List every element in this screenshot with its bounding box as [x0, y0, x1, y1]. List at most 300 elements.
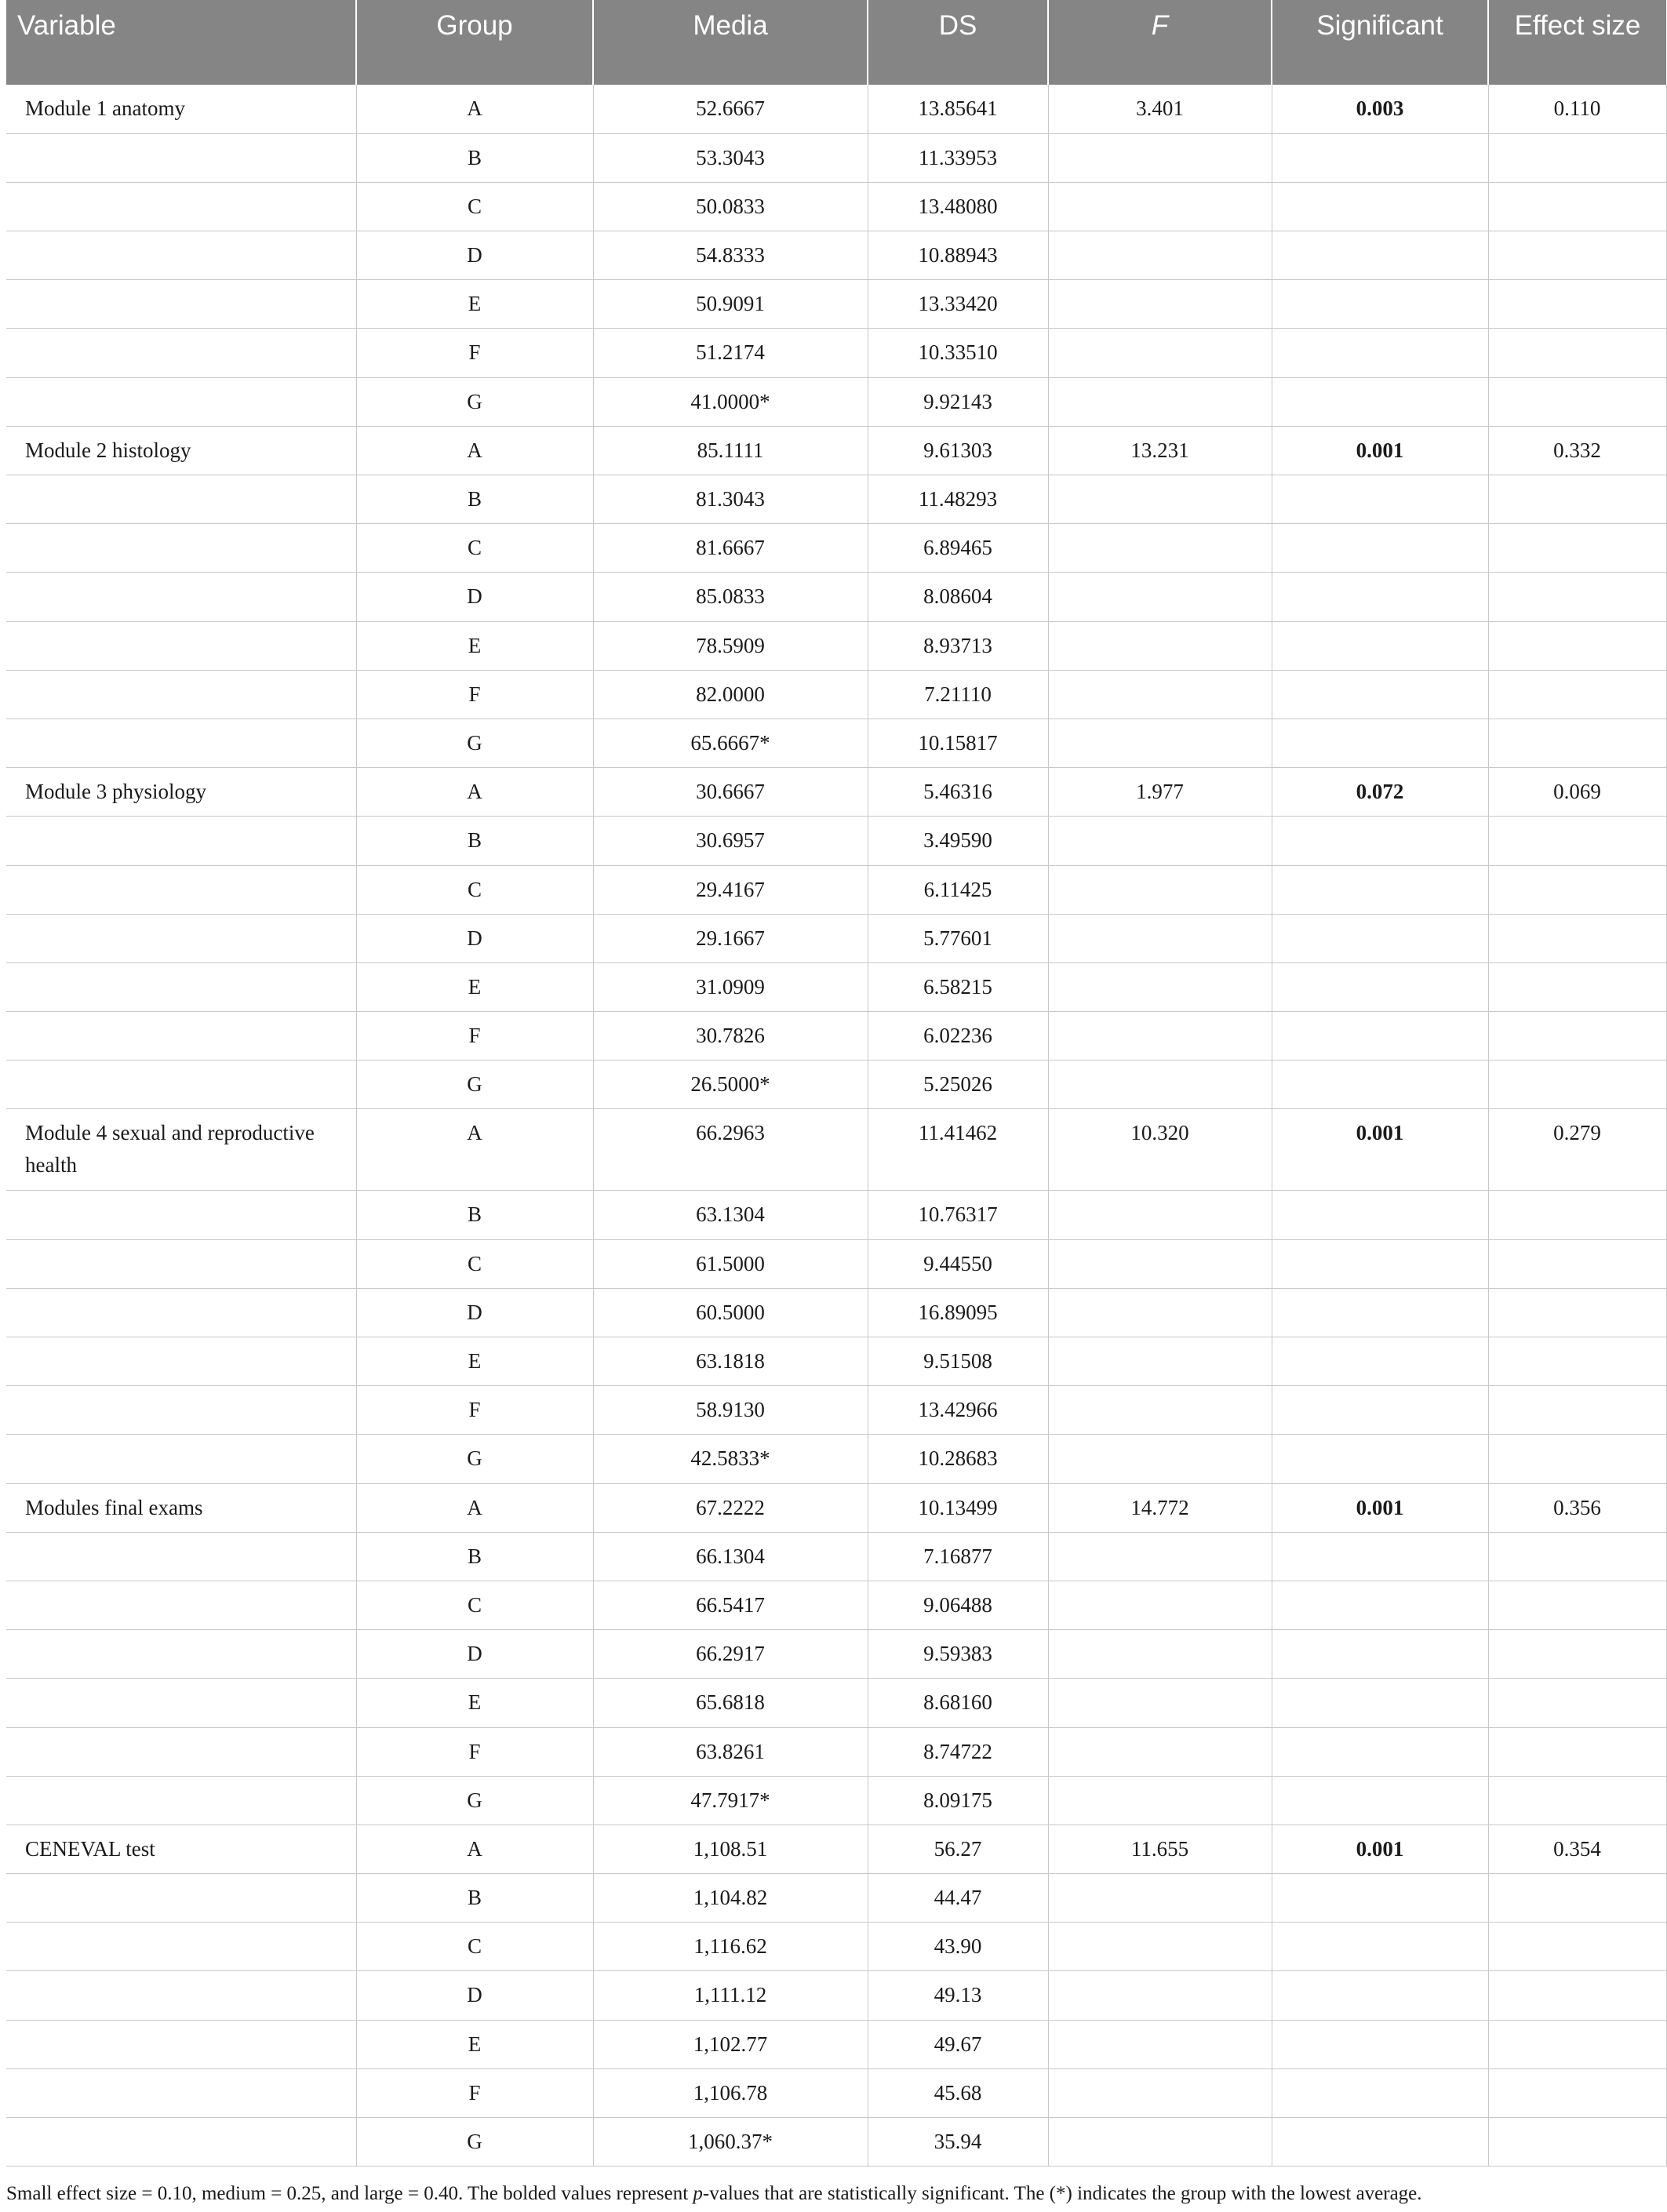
cell-ds: 9.51508 — [868, 1337, 1048, 1386]
header-group: Group — [356, 0, 593, 85]
cell-effect-size — [1488, 1874, 1666, 1923]
cell-significant — [1272, 1191, 1488, 1239]
cell-f — [1048, 1012, 1272, 1061]
table-row — [6, 1727, 1666, 1776]
cell-media: 52.6667 — [593, 85, 868, 133]
cell-variable — [6, 1386, 356, 1435]
table-row — [6, 182, 1666, 231]
cell-significant — [1272, 1776, 1488, 1825]
cell-ds: 3.49590 — [868, 817, 1048, 865]
cell-media: 85.1111 — [593, 426, 868, 475]
cell-media: 54.8333 — [593, 231, 868, 280]
cell-group: C — [356, 1239, 593, 1288]
cell-variable — [6, 573, 356, 621]
cell-ds: 10.15817 — [868, 719, 1048, 767]
cell-ds: 13.48080 — [868, 182, 1048, 231]
cell-effect-size: 0.332 — [1488, 426, 1666, 475]
cell-media: 81.6667 — [593, 524, 868, 573]
cell-f — [1048, 1776, 1272, 1825]
cell-media: 66.2963 — [593, 1109, 868, 1191]
cell-media: 66.1304 — [593, 1532, 868, 1581]
cell-variable — [6, 621, 356, 670]
table-row — [6, 1012, 1666, 1061]
cell-ds: 9.61303 — [868, 426, 1048, 475]
footnote-text-1: Small effect size = 0.10, medium = 0.25, and large = 0.40. The bolded values represent — [6, 2183, 693, 2204]
cell-media: 41.0000* — [593, 377, 868, 426]
cell-media: 1,102.77 — [593, 2020, 868, 2068]
cell-f — [1048, 1727, 1272, 1776]
cell-significant: 0.001 — [1272, 1483, 1488, 1532]
cell-group: E — [356, 621, 593, 670]
cell-variable — [6, 1630, 356, 1679]
cell-media: 30.6667 — [593, 768, 868, 817]
cell-significant — [1272, 719, 1488, 767]
cell-variable — [6, 1679, 356, 1727]
cell-f — [1048, 914, 1272, 962]
cell-f — [1048, 377, 1272, 426]
cell-effect-size — [1488, 2020, 1666, 2068]
cell-ds: 16.89095 — [868, 1288, 1048, 1337]
table-row — [6, 1483, 1666, 1532]
cell-f — [1048, 2020, 1272, 2068]
cell-media: 1,106.78 — [593, 2068, 868, 2117]
cell-ds: 13.42966 — [868, 1386, 1048, 1435]
table-row — [6, 1109, 1666, 1191]
cell-ds: 11.33953 — [868, 133, 1048, 182]
cell-significant — [1272, 475, 1488, 524]
cell-media: 50.0833 — [593, 182, 868, 231]
cell-media: 85.0833 — [593, 573, 868, 621]
cell-variable — [6, 865, 356, 914]
cell-effect-size — [1488, 1679, 1666, 1727]
cell-ds: 9.59383 — [868, 1630, 1048, 1679]
cell-f — [1048, 962, 1272, 1011]
cell-significant — [1272, 1435, 1488, 1483]
cell-f — [1048, 670, 1272, 719]
footnote-text-2: -values that are statistically significant. The (*) indicates the group with the lowest average. — [702, 2183, 1422, 2204]
cell-media: 50.9091 — [593, 280, 868, 329]
table-row — [6, 1337, 1666, 1386]
cell-group: C — [356, 865, 593, 914]
cell-f — [1048, 231, 1272, 280]
cell-media: 67.2222 — [593, 1483, 868, 1532]
table-row — [6, 85, 1666, 133]
cell-ds: 10.88943 — [868, 231, 1048, 280]
cell-f — [1048, 817, 1272, 865]
table-row — [6, 524, 1666, 573]
cell-variable — [6, 1435, 356, 1483]
cell-significant: 0.001 — [1272, 426, 1488, 475]
table-row — [6, 1532, 1666, 1581]
cell-effect-size — [1488, 2068, 1666, 2117]
cell-group: F — [356, 1727, 593, 1776]
cell-variable — [6, 1581, 356, 1629]
header-significant: Significant — [1272, 0, 1488, 85]
table-row — [6, 475, 1666, 524]
cell-group: B — [356, 475, 593, 524]
cell-ds: 11.41462 — [868, 1109, 1048, 1191]
cell-effect-size — [1488, 670, 1666, 719]
cell-significant — [1272, 2020, 1488, 2068]
cell-variable — [6, 1971, 356, 2020]
cell-ds: 13.85641 — [868, 85, 1048, 133]
cell-ds: 9.06488 — [868, 1581, 1048, 1629]
table-row — [6, 1239, 1666, 1288]
cell-group: A — [356, 85, 593, 133]
cell-significant — [1272, 182, 1488, 231]
table-row — [6, 1386, 1666, 1435]
cell-variable — [6, 1337, 356, 1386]
cell-media: 58.9130 — [593, 1386, 868, 1435]
cell-significant — [1272, 1581, 1488, 1629]
cell-significant — [1272, 1874, 1488, 1923]
cell-significant — [1272, 914, 1488, 962]
cell-f — [1048, 1288, 1272, 1337]
cell-media: 61.5000 — [593, 1239, 868, 1288]
cell-effect-size — [1488, 573, 1666, 621]
table-row — [6, 1971, 1666, 2020]
cell-group: C — [356, 1923, 593, 1971]
cell-effect-size — [1488, 1923, 1666, 1971]
table-footnote — [6, 2181, 1619, 2207]
cell-group: A — [356, 1483, 593, 1532]
cell-media: 51.2174 — [593, 329, 868, 377]
cell-variable — [6, 2020, 356, 2068]
cell-group: G — [356, 2118, 593, 2167]
table-row — [6, 280, 1666, 329]
cell-variable — [6, 719, 356, 767]
cell-f: 11.655 — [1048, 1825, 1272, 1873]
cell-media: 66.2917 — [593, 1630, 868, 1679]
cell-variable — [6, 1012, 356, 1061]
cell-ds: 5.25026 — [868, 1061, 1048, 1109]
cell-variable — [6, 1776, 356, 1825]
cell-group: B — [356, 1532, 593, 1581]
table-row — [6, 377, 1666, 426]
cell-significant — [1272, 280, 1488, 329]
cell-f — [1048, 1239, 1272, 1288]
cell-effect-size — [1488, 182, 1666, 231]
cell-effect-size — [1488, 1191, 1666, 1239]
table-row — [6, 2068, 1666, 2117]
cell-media: 82.0000 — [593, 670, 868, 719]
cell-effect-size — [1488, 865, 1666, 914]
cell-ds: 49.67 — [868, 2020, 1048, 2068]
cell-group: D — [356, 231, 593, 280]
cell-variable — [6, 670, 356, 719]
cell-effect-size — [1488, 817, 1666, 865]
cell-f — [1048, 1435, 1272, 1483]
cell-group: F — [356, 1386, 593, 1435]
cell-ds: 8.08604 — [868, 573, 1048, 621]
cell-significant: 0.003 — [1272, 85, 1488, 133]
cell-effect-size — [1488, 377, 1666, 426]
cell-f — [1048, 475, 1272, 524]
cell-group: E — [356, 1337, 593, 1386]
cell-f — [1048, 1191, 1272, 1239]
cell-ds: 11.48293 — [868, 475, 1048, 524]
table-row — [6, 426, 1666, 475]
cell-ds: 6.89465 — [868, 524, 1048, 573]
cell-variable: Module 4 sexual and reproductive health — [6, 1109, 356, 1191]
cell-group: E — [356, 962, 593, 1011]
cell-effect-size: 0.279 — [1488, 1109, 1666, 1191]
cell-effect-size — [1488, 962, 1666, 1011]
cell-f — [1048, 719, 1272, 767]
cell-significant — [1272, 2068, 1488, 2117]
cell-effect-size — [1488, 329, 1666, 377]
cell-group: B — [356, 817, 593, 865]
cell-significant — [1272, 1630, 1488, 1679]
cell-significant — [1272, 670, 1488, 719]
cell-ds: 44.47 — [868, 1874, 1048, 1923]
table-row — [6, 1776, 1666, 1825]
cell-ds: 10.33510 — [868, 329, 1048, 377]
cell-variable — [6, 2118, 356, 2167]
cell-group: F — [356, 1012, 593, 1061]
cell-group: G — [356, 1435, 593, 1483]
cell-variable — [6, 1923, 356, 1971]
cell-group: C — [356, 1581, 593, 1629]
cell-variable — [6, 817, 356, 865]
cell-media: 65.6818 — [593, 1679, 868, 1727]
cell-ds: 10.13499 — [868, 1483, 1048, 1532]
cell-ds: 56.27 — [868, 1825, 1048, 1873]
cell-ds: 43.90 — [868, 1923, 1048, 1971]
cell-ds: 9.44550 — [868, 1239, 1048, 1288]
cell-media: 1,116.62 — [593, 1923, 868, 1971]
cell-ds: 13.33420 — [868, 280, 1048, 329]
cell-media: 1,111.12 — [593, 1971, 868, 2020]
cell-group: B — [356, 1874, 593, 1923]
cell-significant — [1272, 1061, 1488, 1109]
cell-significant — [1272, 1288, 1488, 1337]
cell-ds: 6.02236 — [868, 1012, 1048, 1061]
cell-group: E — [356, 1679, 593, 1727]
cell-effect-size — [1488, 524, 1666, 573]
cell-variable — [6, 475, 356, 524]
header-ds: DS — [868, 0, 1048, 85]
cell-f — [1048, 2068, 1272, 2117]
table-row — [6, 2118, 1666, 2167]
cell-significant — [1272, 962, 1488, 1011]
cell-ds: 5.46316 — [868, 768, 1048, 817]
cell-media: 63.1304 — [593, 1191, 868, 1239]
cell-significant: 0.001 — [1272, 1109, 1488, 1191]
cell-media: 1,060.37* — [593, 2118, 868, 2167]
cell-group: D — [356, 573, 593, 621]
cell-ds: 7.21110 — [868, 670, 1048, 719]
cell-ds: 35.94 — [868, 2118, 1048, 2167]
cell-group: G — [356, 1061, 593, 1109]
cell-f — [1048, 1386, 1272, 1435]
cell-group: F — [356, 2068, 593, 2117]
cell-f — [1048, 329, 1272, 377]
cell-ds: 10.28683 — [868, 1435, 1048, 1483]
cell-media: 1,104.82 — [593, 1874, 868, 1923]
cell-variable — [6, 1288, 356, 1337]
cell-ds: 49.13 — [868, 1971, 1048, 2020]
cell-f — [1048, 1630, 1272, 1679]
table-body — [6, 85, 1666, 2167]
table-row — [6, 1679, 1666, 1727]
cell-significant — [1272, 1923, 1488, 1971]
cell-media: 63.1818 — [593, 1337, 868, 1386]
cell-effect-size — [1488, 2118, 1666, 2167]
cell-effect-size — [1488, 231, 1666, 280]
cell-f — [1048, 182, 1272, 231]
cell-variable: Module 3 physiology — [6, 768, 356, 817]
table-row — [6, 1191, 1666, 1239]
cell-significant — [1272, 329, 1488, 377]
cell-significant — [1272, 1679, 1488, 1727]
cell-variable: Module 2 histology — [6, 426, 356, 475]
results-table — [6, 0, 1667, 2167]
cell-effect-size — [1488, 1581, 1666, 1629]
cell-effect-size — [1488, 1061, 1666, 1109]
header-row — [6, 0, 1666, 85]
cell-effect-size — [1488, 1435, 1666, 1483]
cell-media: 42.5833* — [593, 1435, 868, 1483]
cell-f — [1048, 1337, 1272, 1386]
cell-significant — [1272, 865, 1488, 914]
cell-ds: 45.68 — [868, 2068, 1048, 2117]
cell-media: 31.0909 — [593, 962, 868, 1011]
cell-significant — [1272, 377, 1488, 426]
footnote-p-italic: p — [693, 2183, 703, 2204]
cell-significant — [1272, 1727, 1488, 1776]
cell-f — [1048, 1923, 1272, 1971]
table-row — [6, 621, 1666, 670]
cell-variable — [6, 2068, 356, 2117]
cell-f — [1048, 280, 1272, 329]
cell-f — [1048, 1874, 1272, 1923]
cell-media: 53.3043 — [593, 133, 868, 182]
cell-f — [1048, 1532, 1272, 1581]
cell-significant — [1272, 1386, 1488, 1435]
table-row — [6, 768, 1666, 817]
cell-significant — [1272, 1239, 1488, 1288]
cell-effect-size: 0.110 — [1488, 85, 1666, 133]
cell-variable — [6, 1191, 356, 1239]
cell-effect-size — [1488, 1971, 1666, 2020]
cell-ds: 8.68160 — [868, 1679, 1048, 1727]
cell-variable — [6, 962, 356, 1011]
cell-variable — [6, 329, 356, 377]
cell-significant — [1272, 1337, 1488, 1386]
cell-group: D — [356, 1288, 593, 1337]
cell-ds: 8.74722 — [868, 1727, 1048, 1776]
table-row — [6, 1630, 1666, 1679]
cell-group: F — [356, 670, 593, 719]
cell-media: 47.7917* — [593, 1776, 868, 1825]
cell-variable — [6, 377, 356, 426]
cell-effect-size — [1488, 133, 1666, 182]
table-row — [6, 1061, 1666, 1109]
cell-group: D — [356, 1630, 593, 1679]
cell-effect-size — [1488, 280, 1666, 329]
cell-group: A — [356, 1109, 593, 1191]
table-row — [6, 817, 1666, 865]
header-media: Media — [593, 0, 868, 85]
cell-media: 78.5909 — [593, 621, 868, 670]
cell-effect-size — [1488, 1337, 1666, 1386]
cell-media: 30.7826 — [593, 1012, 868, 1061]
cell-f — [1048, 621, 1272, 670]
cell-ds: 9.92143 — [868, 377, 1048, 426]
table-row — [6, 1435, 1666, 1483]
cell-media: 66.5417 — [593, 1581, 868, 1629]
cell-f: 3.401 — [1048, 85, 1272, 133]
cell-variable: Module 1 anatomy — [6, 85, 356, 133]
cell-variable — [6, 1239, 356, 1288]
table-row — [6, 2020, 1666, 2068]
cell-effect-size — [1488, 475, 1666, 524]
cell-variable — [6, 231, 356, 280]
cell-f — [1048, 1581, 1272, 1629]
cell-group: F — [356, 329, 593, 377]
cell-effect-size — [1488, 621, 1666, 670]
cell-effect-size — [1488, 1532, 1666, 1581]
cell-variable — [6, 1532, 356, 1581]
table-row — [6, 719, 1666, 767]
table-row — [6, 573, 1666, 621]
cell-media: 29.4167 — [593, 865, 868, 914]
cell-significant: 0.001 — [1272, 1825, 1488, 1873]
cell-effect-size — [1488, 1239, 1666, 1288]
cell-variable — [6, 1727, 356, 1776]
cell-group: C — [356, 182, 593, 231]
cell-group: G — [356, 719, 593, 767]
table-row — [6, 1825, 1666, 1873]
cell-variable: CENEVAL test — [6, 1825, 356, 1873]
cell-effect-size — [1488, 1012, 1666, 1061]
cell-variable: Modules final exams — [6, 1483, 356, 1532]
cell-significant — [1272, 2118, 1488, 2167]
cell-f — [1048, 573, 1272, 621]
cell-group: A — [356, 768, 593, 817]
cell-ds: 5.77601 — [868, 914, 1048, 962]
cell-significant — [1272, 1971, 1488, 2020]
cell-ds: 10.76317 — [868, 1191, 1048, 1239]
header-f: F — [1048, 0, 1272, 85]
cell-significant — [1272, 817, 1488, 865]
table-row — [6, 670, 1666, 719]
cell-effect-size: 0.354 — [1488, 1825, 1666, 1873]
table-row — [6, 1923, 1666, 1971]
cell-media: 1,108.51 — [593, 1825, 868, 1873]
cell-group: D — [356, 914, 593, 962]
table-row — [6, 962, 1666, 1011]
cell-f — [1048, 1971, 1272, 2020]
header-effect-size: Effect size — [1488, 0, 1666, 85]
cell-f — [1048, 1679, 1272, 1727]
cell-media: 29.1667 — [593, 914, 868, 962]
cell-group: C — [356, 524, 593, 573]
cell-ds: 6.11425 — [868, 865, 1048, 914]
cell-f — [1048, 2118, 1272, 2167]
cell-group: E — [356, 2020, 593, 2068]
cell-variable — [6, 914, 356, 962]
table-row — [6, 1874, 1666, 1923]
cell-variable — [6, 1874, 356, 1923]
cell-significant — [1272, 133, 1488, 182]
cell-group: G — [356, 1776, 593, 1825]
cell-f: 14.772 — [1048, 1483, 1272, 1532]
cell-effect-size — [1488, 719, 1666, 767]
cell-group: B — [356, 1191, 593, 1239]
cell-media: 81.3043 — [593, 475, 868, 524]
